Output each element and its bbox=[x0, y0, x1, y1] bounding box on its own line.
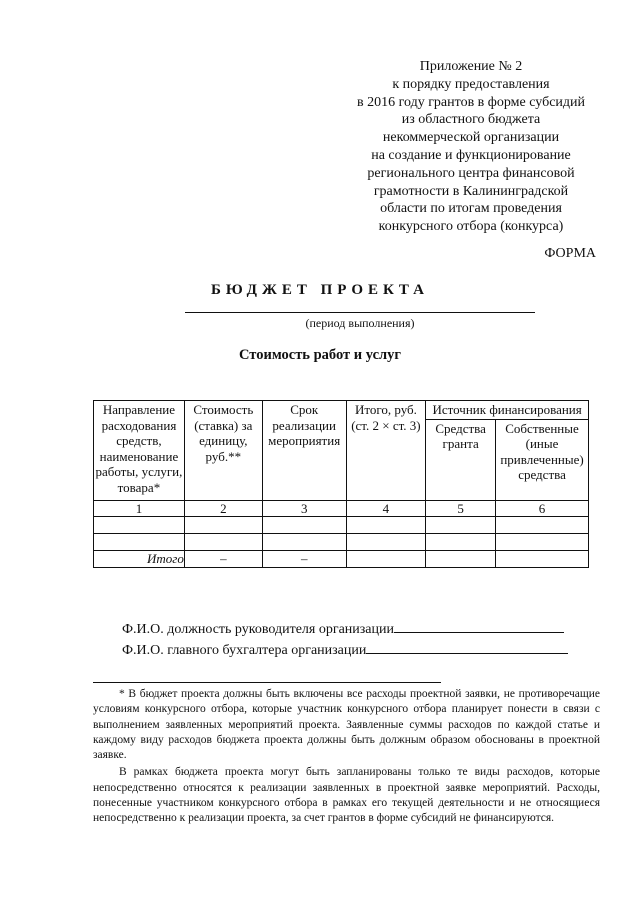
total-cell[interactable] bbox=[426, 551, 496, 568]
header-grant-funds: Средства гранта bbox=[426, 419, 496, 500]
footnote-divider bbox=[93, 682, 441, 683]
footnotes bbox=[93, 687, 600, 829]
total-cell[interactable] bbox=[346, 551, 426, 568]
column-number: 4 bbox=[346, 500, 426, 517]
table-row bbox=[94, 534, 589, 551]
table-cell[interactable] bbox=[426, 534, 496, 551]
header-funding-source: Источник финансирования bbox=[426, 401, 589, 420]
appendix-line: грамотности в Калининградской bbox=[373, 183, 569, 199]
table-cell[interactable] bbox=[262, 534, 346, 551]
column-number-row bbox=[94, 500, 589, 517]
period-caption: (период выполнения) bbox=[305, 316, 415, 330]
total-cell[interactable] bbox=[496, 551, 589, 568]
appendix-line: из областного бюджета bbox=[401, 112, 541, 128]
header-unit-cost: Стоимость (ставка) за единицу, руб.** bbox=[184, 401, 262, 501]
table-cell[interactable] bbox=[94, 534, 185, 551]
header-term: Срок реализации мероприятия bbox=[262, 401, 346, 501]
table-cell[interactable] bbox=[496, 517, 589, 534]
appendix-line: конкурсного отбора (конкурса) bbox=[378, 219, 564, 235]
form-label: ФОРМА bbox=[544, 246, 596, 261]
footnote: В рамках бюджета проекта могут быть запланированы только те виды расходов, которые непосредственно относятся к реализации заявленных в проектной заявке мероприятий. Расходы, понесенные участником конкурсного отбора в рамках его текущей деятельности и не относящиеся непосредственно к реализации проекта, за счет грантов в форме субсидий не финансируются. bbox=[93, 766, 600, 825]
appendix-line: регионального центра финансовой bbox=[367, 165, 575, 181]
period-fill-line bbox=[185, 312, 535, 313]
header-row bbox=[94, 401, 589, 420]
table-row bbox=[94, 517, 589, 534]
column-number: 2 bbox=[184, 500, 262, 517]
total-cell: – bbox=[184, 551, 262, 568]
table-cell[interactable] bbox=[94, 517, 185, 534]
table-subtitle: Стоимость работ и услуг bbox=[239, 347, 401, 363]
table-cell[interactable] bbox=[426, 517, 496, 534]
table-cell[interactable] bbox=[496, 534, 589, 551]
table-cell[interactable] bbox=[346, 534, 426, 551]
table-cell[interactable] bbox=[346, 517, 426, 534]
total-label: Итого bbox=[94, 551, 185, 568]
appendix-line: Приложение № 2 bbox=[419, 59, 523, 74]
column-number: 3 bbox=[262, 500, 346, 517]
signature-line-accountant bbox=[122, 639, 568, 660]
signature-blank[interactable] bbox=[394, 618, 564, 633]
column-number: 6 bbox=[496, 500, 589, 517]
appendix-line: к порядку предоставления bbox=[392, 76, 550, 92]
table-cell[interactable] bbox=[184, 534, 262, 551]
signature-label: Ф.И.О. должность руководителя организации bbox=[122, 622, 394, 637]
appendix-line: на создание и функционирование bbox=[371, 147, 571, 163]
signature-label: Ф.И.О. главного бухгалтера организации bbox=[122, 643, 367, 658]
appendix-block bbox=[330, 58, 612, 236]
appendix-line: некоммерческой организации bbox=[382, 130, 560, 146]
footnote: * В бюджет проекта должны быть включены все расходы проектной заявки, не противоречащие условиям конкурсного отбора, которые участник конкурсного отбора планирует понести в связи с выполнением заявленных мероприятий проекта. Заявленные суммы расходов по каждой статье и каждому виду расходов бюджета проекта должны быть должным образом обоснованы в проектной заявке. bbox=[93, 688, 600, 762]
page-title: БЮДЖЕТ ПРОЕКТА bbox=[211, 282, 429, 298]
appendix-line: в 2016 году грантов в форме субсидий bbox=[356, 94, 586, 110]
signature-blank[interactable] bbox=[366, 639, 568, 654]
header-own-funds: Собственные (иные привлеченные) средства bbox=[496, 419, 589, 500]
table-cell[interactable] bbox=[184, 517, 262, 534]
header-total: Итого, руб. (ст. 2 × ст. 3) bbox=[346, 401, 426, 501]
total-cell: – bbox=[262, 551, 346, 568]
table-cell[interactable] bbox=[262, 517, 346, 534]
header-direction: Направление расходования средств, наименование работы, услуги, товара* bbox=[94, 401, 185, 501]
signature-block bbox=[122, 618, 568, 660]
appendix-line: области по итогам проведения bbox=[380, 201, 562, 217]
signature-line-director bbox=[122, 618, 568, 639]
column-number: 1 bbox=[94, 500, 185, 517]
budget-table bbox=[93, 400, 589, 568]
total-row bbox=[94, 551, 589, 568]
column-number: 5 bbox=[426, 500, 496, 517]
